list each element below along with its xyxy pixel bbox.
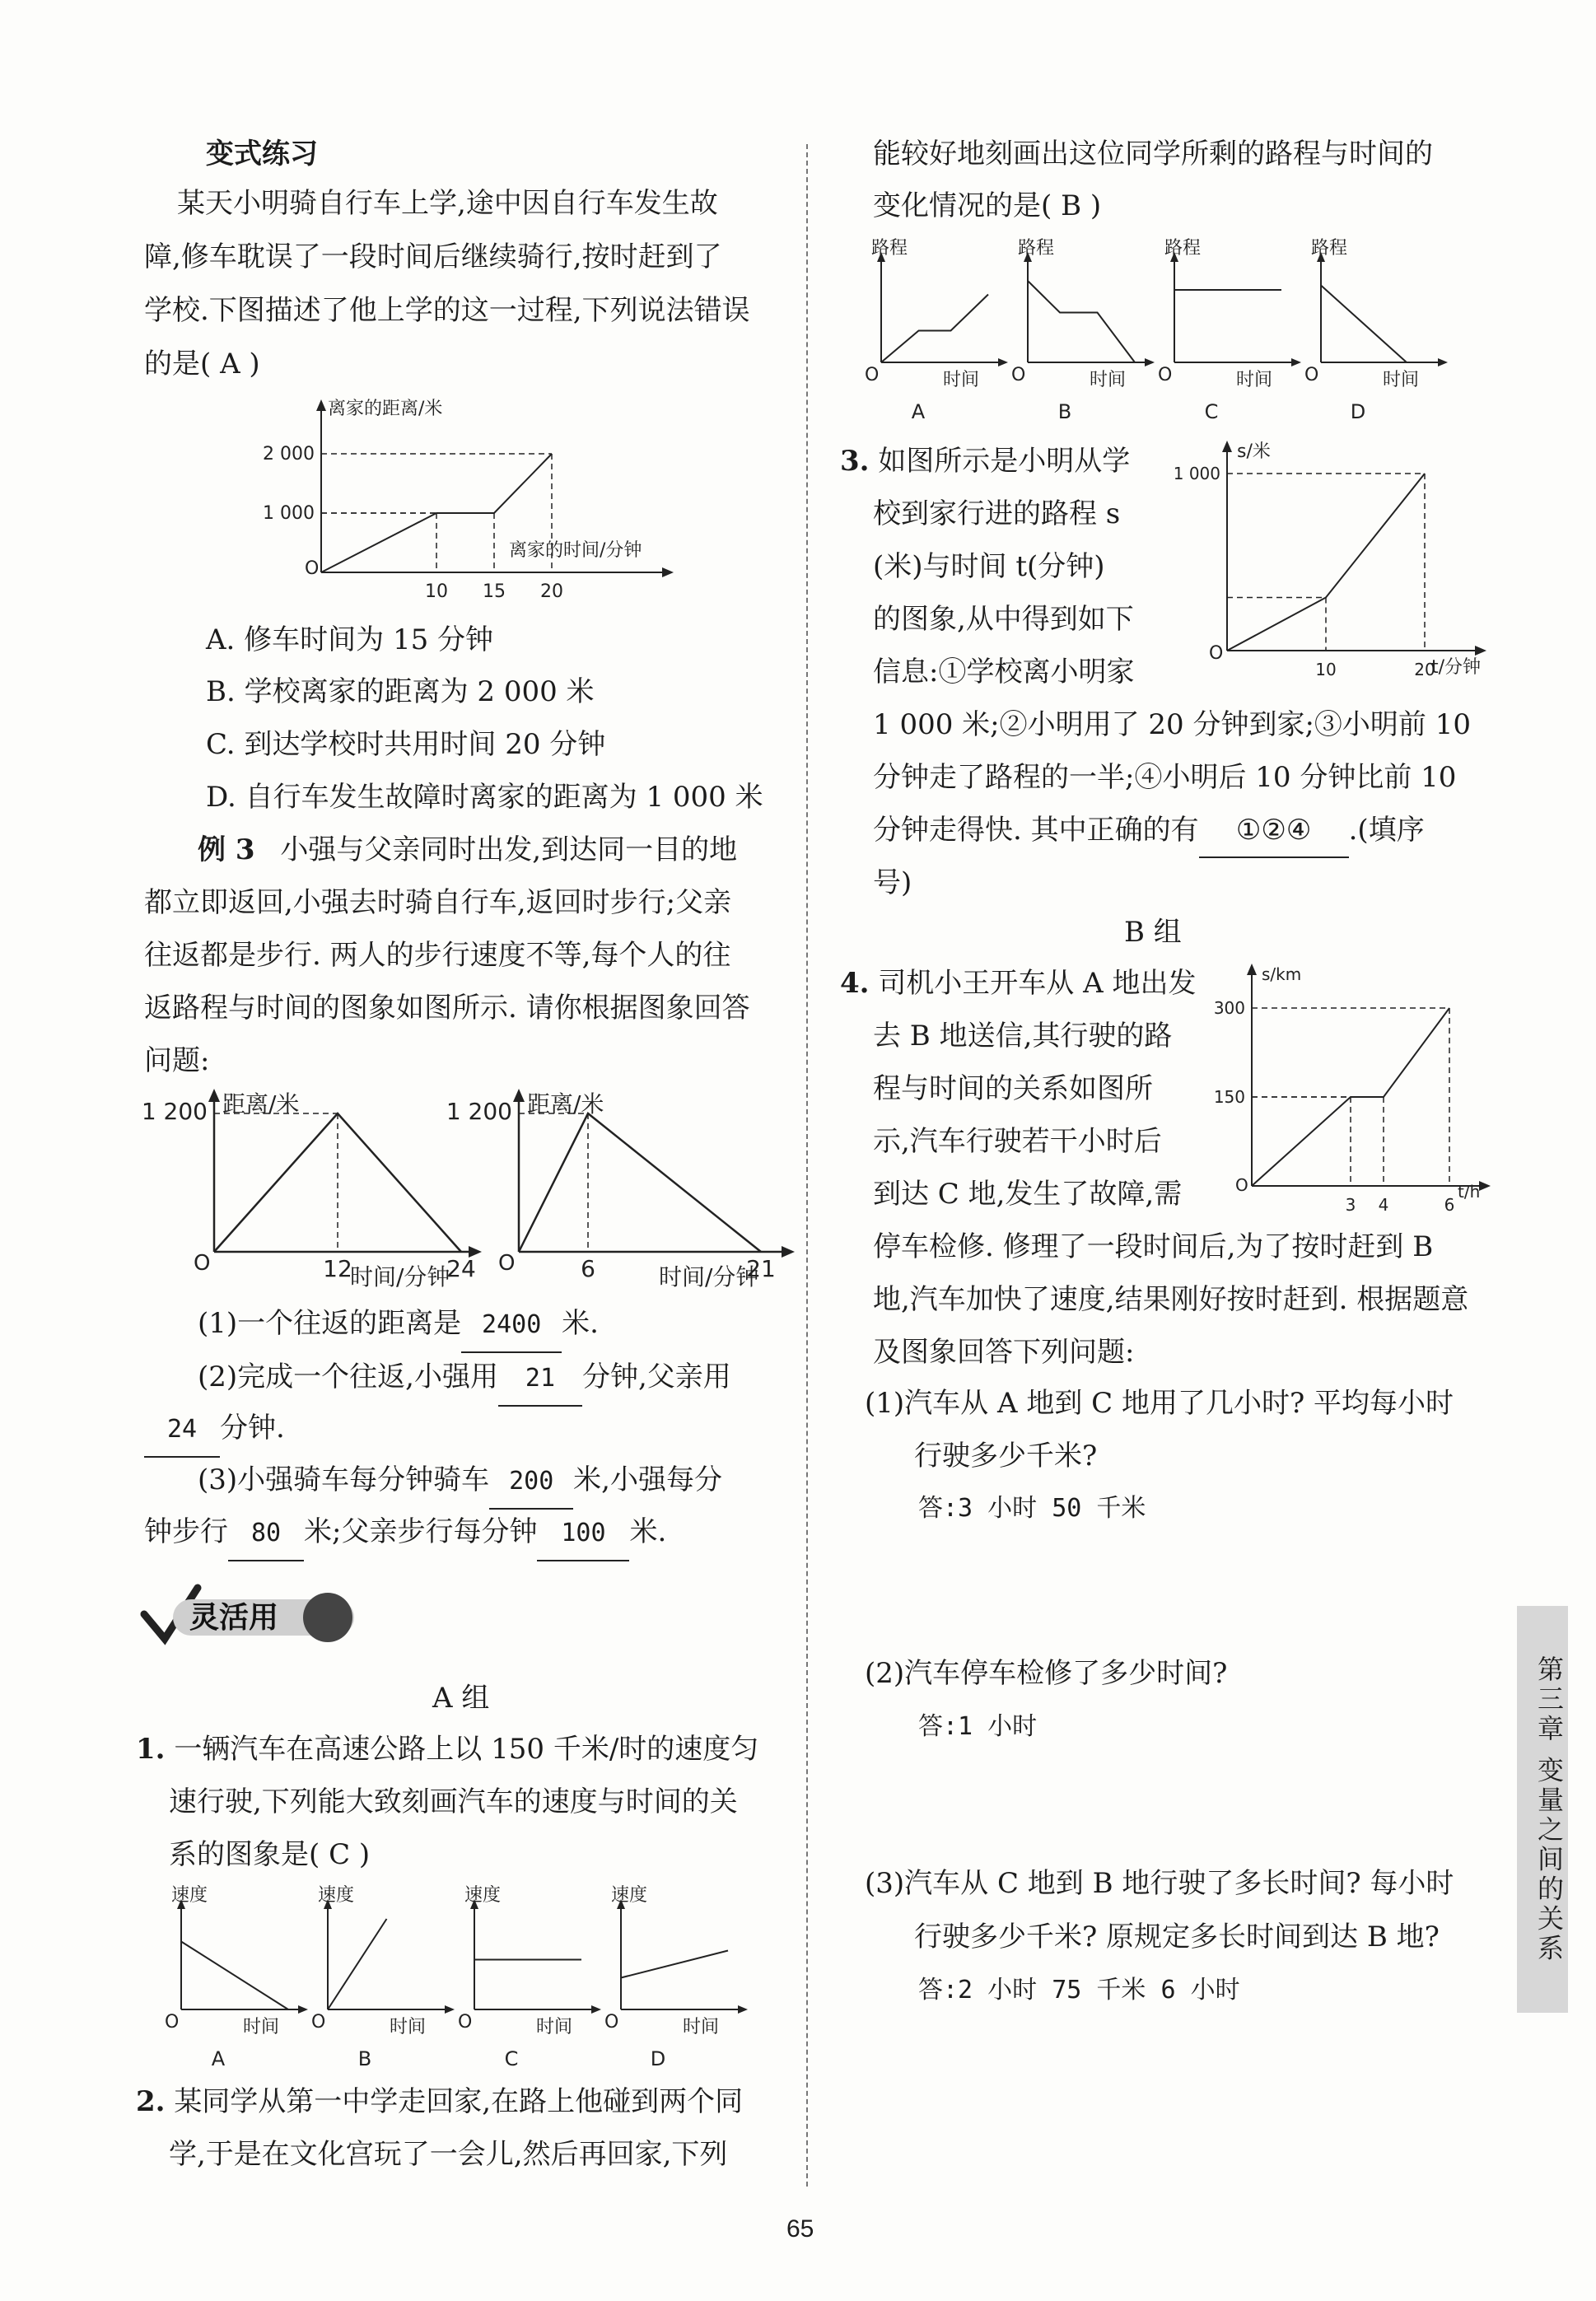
option-xlabel: 时间 [390,2017,427,2037]
option-label: C [504,2047,519,2070]
q4-sub1-line: 行驶多少千米? [914,1440,1098,1473]
xiaoqiang-ylabel: 距离/米 [527,1090,604,1118]
variant-option-d: D. 自行车发生故障时离家的距离为 1 000 米 [206,781,763,814]
x-tick-label: 10 [1315,660,1337,679]
origin-label: O [1235,1175,1248,1195]
example3-chart-father [141,1087,490,1301]
option-series-line [1028,281,1135,362]
q4-line: 及图象回答下列问题: [873,1336,1135,1369]
q4-line: 司机小王开车从 A 地出发 [878,967,1197,1000]
x-tick-label: 6 [581,1255,595,1282]
ex3-q1-suffix: 米. [562,1307,599,1340]
q4-xlabel: t/h [1458,1182,1481,1202]
option-series-line [621,1951,728,1978]
x-tick-label: 20 [1414,660,1435,679]
option-ylabel: 速度 [464,1885,502,1906]
origin-label: O [604,2012,619,2033]
q1-line: 速行驶,下列能大致刻画汽车的速度与时间的关 [169,1785,738,1818]
option-xlabel: 时间 [1090,370,1127,390]
q3-line-prefix: 分钟走得快. 其中正确的有 [873,814,1199,847]
father-xlabel: 时间/分钟 [350,1263,450,1291]
q4-line: 到达 C 地,发生了故障,需 [873,1178,1183,1211]
q4-sub1-line: (1)汽车从 A 地到 C 地用了几小时? 平均每小时 [865,1387,1454,1420]
q3-line-suffix: .(填序 [1348,814,1425,847]
option-label: D [650,2047,666,2070]
q2-line: 能较好地刻画出这位同学所剩的路程与时间的 [873,138,1433,170]
q3-line: 信息:①学校离小明家 [873,656,1135,688]
variant-chart [263,391,675,605]
example3-line: 都立即返回,小强去时骑自行车,返回时步行;父亲 [144,886,732,919]
option-chart-b [1007,239,1151,428]
variant-option-b: B. 学校离家的距离为 2 000 米 [206,675,595,708]
ex3-q2-answer1: 21 [498,1352,582,1407]
column-divider [806,144,808,2187]
option-chart-d [1300,239,1444,428]
option-xlabel: 时间 [943,370,980,390]
q2-number: 2. [136,2085,166,2118]
y-tick-label: 300 [1213,998,1245,1018]
option-ylabel: 路程 [1164,238,1202,259]
q3-number: 3. [840,445,870,478]
option-chart-c [1154,239,1298,428]
x-tick-label: 10 [425,581,448,602]
option-series-line [181,1942,288,2010]
variant-option-a: A. 修车时间为 15 分钟 [206,623,494,656]
option-xlabel: 时间 [683,2017,720,2037]
page-number: 65 [786,2215,814,2243]
q2-line: 学,于是在文化宫玩了一会儿,然后再回家,下列 [169,2138,728,2171]
origin-label: O [311,2012,326,2033]
origin-label: O [305,558,320,579]
origin-label: O [865,365,880,385]
q4-line: 去 B 地送信,其行驶的路 [873,1020,1173,1052]
option-ylabel: 速度 [171,1885,208,1906]
ex3-q3-answer2: 80 [228,1507,304,1561]
q3-ylabel: s/米 [1237,441,1271,462]
father-ylabel: 距离/米 [222,1090,300,1118]
x-tick-label: 15 [483,581,506,602]
q4-answer2: 答:1 小时 [918,1712,1038,1741]
example3-line: 往返都是步行. 两人的步行速度不等,每个人的往 [144,939,731,972]
option-xlabel: 时间 [536,2017,573,2037]
example3-label: 例 3 [198,833,255,866]
ex3-q3-prefix: (3)小强骑车每分钟骑车 [198,1463,490,1496]
q3-line: 的图象,从中得到如下 [873,603,1134,636]
x-tick-label: 12 [323,1255,352,1282]
option-chart-b [307,1886,451,2075]
origin-label: O [1209,643,1224,664]
option-ylabel: 速度 [318,1885,355,1906]
q3-line: 分钟走了路程的一半;④小明后 10 分钟比前 10 [873,761,1457,794]
origin-label: O [458,2012,473,2033]
q3-line: 校到家行进的路程 s [873,497,1121,530]
x-tick-label: 4 [1378,1195,1389,1215]
option-ylabel: 速度 [611,1885,648,1906]
option-label: B [357,2047,372,2070]
example3-line: 小强与父亲同时出发,到达同一目的地 [280,833,738,866]
q3-xlabel: t/分钟 [1431,657,1482,678]
ex3-q2-mid: 分钟,父亲用 [581,1361,731,1393]
ex3-q3-mid1: 米,小强每分 [573,1463,722,1496]
variant-line: 障,修车耽误了一段时间后继续骑行,按时赶到了 [144,240,722,273]
x-tick-label: 24 [446,1255,476,1282]
banner-linghuoyong [140,1581,362,1647]
q4-line: 停车检修. 修理了一段时间后,为了按时赶到 B [873,1230,1434,1263]
option-chart-a [861,239,1005,428]
y-tick-label: 1 200 [141,1098,208,1125]
ex3-q3-suffix: 米. [629,1515,667,1548]
option-chart-a [161,1886,305,2075]
q3-last: 号) [873,866,912,899]
option-label: B [1057,400,1072,423]
ex3-q3-answer1: 200 [489,1455,573,1510]
x-tick-label: 3 [1345,1195,1356,1215]
xiaoqiang-xlabel: 时间/分钟 [659,1263,759,1291]
q4-line: 地,汽车加快了速度,结果刚好按时赶到. 根据题意 [873,1283,1469,1316]
q4-ylabel: s/km [1262,964,1302,984]
q4-number: 4. [840,967,870,1000]
q1-line: 系的图象是( C ) [169,1838,371,1871]
y-tick-label: 2 000 [263,444,315,464]
option-ylabel: 路程 [1018,238,1055,259]
q4-sub3-line: (3)汽车从 C 地到 B 地行驶了多长时间? 每小时 [865,1867,1454,1900]
variant-heading: 变式练习 [206,138,318,170]
origin-label: O [1304,365,1319,385]
option-series-line [1321,286,1407,363]
q3-line: (米)与时间 t(分钟) [873,550,1105,583]
variant-line: 的是( A ) [144,348,260,380]
q3-chart [1169,432,1491,696]
x-tick-label: 21 [746,1255,776,1282]
q4-line: 程与时间的关系如图所 [873,1072,1153,1105]
ex3-q1-answer: 2400 [461,1299,562,1353]
q4-answer3: 答:2 小时 75 千米 6 小时 [918,1976,1240,2005]
ex3-q2-suffix: 分钟. [220,1412,285,1445]
y-tick-label: 1 000 [1173,464,1220,483]
x-tick-label: 6 [1444,1195,1455,1215]
q2-option-charts [861,239,1511,428]
x-tick-label: 20 [540,581,563,602]
option-label: A [911,400,926,423]
y-tick-label: 150 [1213,1087,1245,1107]
ex3-q3-mid2: 钟步行 [144,1515,228,1548]
option-xlabel: 时间 [1383,370,1420,390]
q3-answer: ①②④ [1199,804,1349,858]
q1-number: 1. [136,1733,166,1766]
origin-label: O [165,2012,180,2033]
option-label: C [1204,400,1219,423]
variant-line: 某天小明骑自行车上学,途中因自行车发生故 [177,187,718,220]
q4-sub3-line: 行驶多少千米? 原规定多长时间到达 B 地? [914,1921,1440,1953]
q4-sub2: (2)汽车停车检修了多少时间? [865,1657,1228,1690]
q4-answer1: 答:3 小时 50 千米 [918,1494,1146,1523]
option-ylabel: 路程 [871,238,908,259]
option-xlabel: 时间 [1236,370,1273,390]
series-line [1227,474,1425,651]
origin-label: O [1011,365,1026,385]
variant-line: 学校.下图描述了他上学的这一过程,下列说法错误 [144,294,750,327]
example3-line: 返路程与时间的图象如图所示. 请你根据图象回答 [144,992,750,1024]
variant-xlabel: 离家的时间/分钟 [509,540,642,561]
option-chart-c [454,1886,598,2075]
variant-option-c: C. 到达学校时共用时间 20 分钟 [206,728,606,761]
banner-text: 灵活用 [189,1601,279,1635]
ex3-q3-mid3: 米;父亲步行每分钟 [304,1515,538,1548]
example3-chart-xiaoqiang [446,1087,803,1301]
q2-line: 变化情况的是( B ) [873,189,1102,222]
chapter-side-tab: 第三章 变量之间的关系 [1517,1606,1568,2013]
q1-option-charts [161,1886,803,2084]
option-xlabel: 时间 [243,2017,280,2037]
ex3-q2-prefix: (2)完成一个往返,小强用 [198,1361,498,1393]
option-series-line [881,295,988,363]
variant-ylabel: 离家的距离/米 [328,399,443,419]
q4-chart [1213,955,1499,1219]
q3-line: 如图所示是小明从学 [878,445,1131,478]
example3-line: 问题: [144,1044,210,1077]
y-tick-label: 1 000 [263,503,315,524]
origin-label: O [498,1251,516,1276]
ex3-q2-answer2: 24 [144,1403,220,1458]
q1-line: 一辆汽车在高速公路上以 150 千米/时的速度匀 [174,1733,759,1766]
series-line [519,1113,761,1252]
ex3-q1-prefix: (1)一个往返的距离是 [198,1307,462,1340]
y-tick-label: 1 200 [446,1098,512,1125]
q4-line: 示,汽车行驶若干小时后 [873,1125,1162,1158]
q3-line: 1 000 米;②小明用了 20 分钟到家;③小明前 10 [873,708,1472,741]
origin-label: O [1158,365,1173,385]
q2-line: 某同学从第一中学走回家,在路上他碰到两个同 [174,2085,744,2118]
option-chart-d [600,1886,744,2075]
origin-label: O [194,1251,211,1276]
groupB-title: B 组 [1124,916,1182,949]
ex3-q3-answer3: 100 [537,1507,629,1561]
option-series-line [328,1919,387,2009]
option-label: D [1350,400,1366,423]
option-ylabel: 路程 [1311,238,1348,259]
option-label: A [211,2047,226,2070]
groupA-title: A 组 [432,1682,490,1715]
